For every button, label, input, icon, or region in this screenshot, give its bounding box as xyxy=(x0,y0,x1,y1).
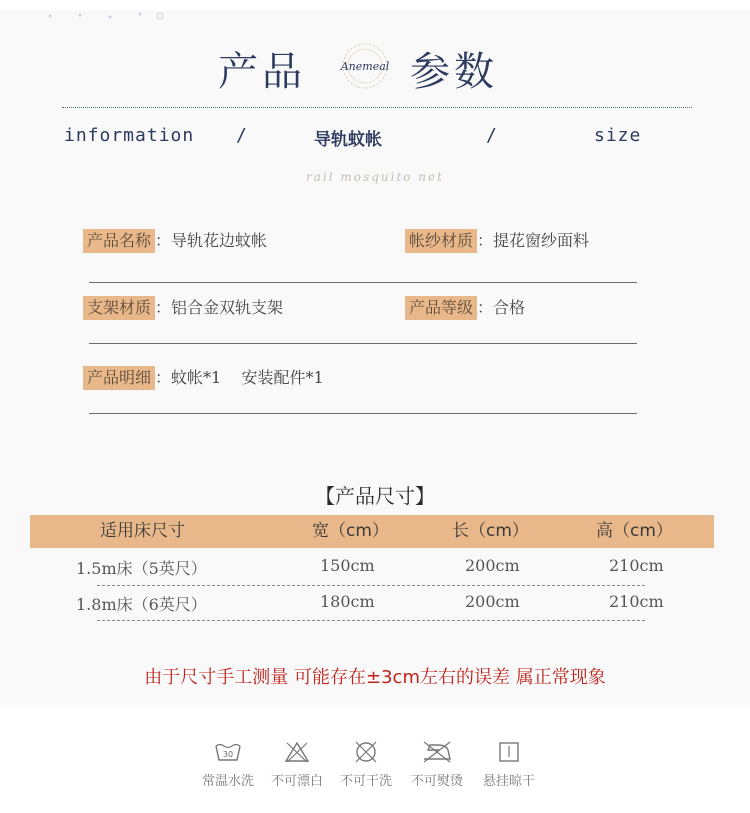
hang-dry-icon xyxy=(495,740,523,764)
cell-length: 200cm xyxy=(465,556,520,575)
spec-divider xyxy=(89,413,637,414)
measurement-note: 由于尺寸手工测量 可能存在±3cm左右的误差 属正常现象 xyxy=(144,667,606,688)
page-title xyxy=(0,36,750,96)
cell-width: 150cm xyxy=(320,556,375,575)
spec-divider xyxy=(89,282,637,283)
header-length: 长（cm） xyxy=(452,521,529,541)
spec-value: 提花窗纱面料 xyxy=(493,231,590,250)
no-bleach-icon xyxy=(283,740,311,764)
subtitle-size: size xyxy=(594,125,642,146)
wash-30-icon xyxy=(214,740,242,764)
row-divider xyxy=(97,620,645,621)
spec-value: 铝合金双轨支架 xyxy=(171,298,284,317)
spec-value: 蚊帐*1 安装配件*1 xyxy=(171,368,324,387)
care-label: 不可漂白 xyxy=(270,774,323,789)
cell-bed-size: 1.8m床（6英尺） xyxy=(76,595,207,614)
care-item-iron xyxy=(402,740,472,789)
care-label: 不可熨烫 xyxy=(410,774,463,789)
spec-divider xyxy=(89,343,637,344)
cell-height: 210cm xyxy=(609,556,664,575)
care-label: 常温水洗 xyxy=(201,774,254,789)
care-label: 不可干洗 xyxy=(339,774,392,789)
cell-height: 210cm xyxy=(609,592,664,611)
spec-value: 合格 xyxy=(493,298,526,317)
decorative-dots xyxy=(40,10,180,24)
spec-label: 支架材质 xyxy=(83,296,155,320)
spec-fabric: 帐纱材质 ：提花窗纱面料 xyxy=(405,228,589,254)
header-height: 高（cm） xyxy=(596,521,673,541)
size-table-title: 【产品尺寸】 xyxy=(315,484,435,508)
care-label: 悬挂晾干 xyxy=(482,774,535,789)
row-divider xyxy=(97,585,645,586)
script-subtitle: rail mosquito net xyxy=(306,170,444,184)
no-dry-clean-icon xyxy=(352,740,380,764)
spec-label: 产品明细 xyxy=(83,366,155,390)
content-panel xyxy=(0,10,750,705)
subtitle-slash-1: / xyxy=(236,125,248,146)
care-item-dryclean xyxy=(331,740,401,789)
spec-value: 导轨花边蚊帐 xyxy=(171,231,268,250)
cell-width: 180cm xyxy=(320,592,375,611)
header-width: 宽（cm） xyxy=(312,521,389,541)
care-item-wash xyxy=(193,740,263,789)
title-right: 参数 xyxy=(410,49,498,95)
spec-label: 帐纱材质 xyxy=(405,229,477,253)
spec-label: 产品名称 xyxy=(83,229,155,253)
cell-bed-size: 1.5m床（5英尺） xyxy=(76,559,207,578)
emblem-text: Anemeal xyxy=(340,60,390,73)
care-item-hang xyxy=(474,740,544,789)
title-left: 产品 xyxy=(218,49,306,95)
spec-product-name: 产品名称 ：导轨花边蚊帐 xyxy=(83,228,267,254)
brand-emblem-icon xyxy=(330,36,400,96)
wash-temp: 30 xyxy=(222,750,234,759)
care-item-bleach xyxy=(262,740,332,789)
spec-label: 产品等级 xyxy=(405,296,477,320)
cell-length: 200cm xyxy=(465,592,520,611)
subtitle-product: 导轨蚊帐 xyxy=(314,130,382,150)
spec-frame: 支架材质 ：铝合金双轨支架 xyxy=(83,295,283,321)
subtitle-slash-2: / xyxy=(486,125,498,146)
subtitle-information: information xyxy=(64,125,195,146)
no-iron-icon xyxy=(420,740,454,764)
header-bed-size: 适用床尺寸 xyxy=(100,521,185,541)
spec-grade: 产品等级 ：合格 xyxy=(405,295,525,321)
size-table-header xyxy=(30,515,714,548)
title-divider xyxy=(62,107,692,108)
spec-contents: 产品明细 ：蚊帐*1 安装配件*1 xyxy=(83,365,324,391)
